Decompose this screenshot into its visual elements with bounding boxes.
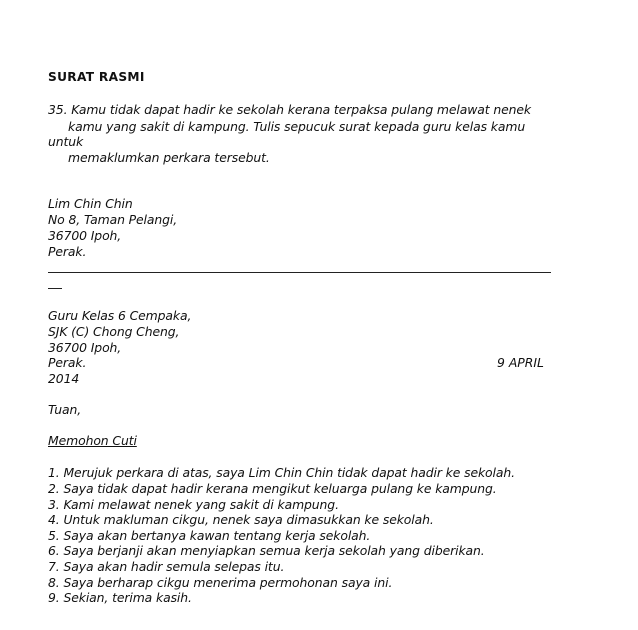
question-line-3: untuk: [48, 134, 84, 149]
list-item: 7. Saya akan hadir semula selepas itu.: [48, 559, 285, 574]
salutation: Tuan,: [48, 402, 82, 417]
divider-line-tail: [48, 288, 62, 289]
question-line-1: 35. Kamu tidak dapat hadir ke sekolah kerana terpaksa pulang melawat nenek: [48, 102, 532, 117]
list-item: 2. Saya tidak dapat hadir kerana mengikut keluarga pulang ke kampung.: [48, 481, 497, 496]
list-item: 9. Sekian, terima kasih.: [48, 590, 192, 605]
sender-address-2: 36700 Ipoh,: [48, 228, 122, 243]
sender-name: Lim Chin Chin: [48, 196, 133, 211]
list-item: 8. Saya berharap cikgu menerima permohonan saya ini.: [48, 575, 393, 590]
recipient-line-2: SJK (C) Chong Cheng,: [48, 324, 180, 339]
recipient-line-4: Perak.: [48, 355, 87, 370]
recipient-line-3: 36700 Ipoh,: [48, 340, 122, 355]
question-line-2: kamu yang sakit di kampung. Tulis sepucuk surat kepada guru kelas kamu: [68, 119, 526, 134]
list-item: 6. Saya berjanji akan menyiapkan semua kerja sekolah yang diberikan.: [48, 543, 485, 558]
list-item: 3. Kami melawat nenek yang sakit di kampung.: [48, 497, 339, 512]
letter-subject: Memohon Cuti: [48, 433, 137, 448]
letter-date: 9 APRIL: [497, 355, 544, 370]
document-title: SURAT RASMI: [48, 70, 145, 84]
list-item: 5. Saya akan bertanya kawan tentang kerja sekolah.: [48, 528, 371, 543]
divider-line: [48, 272, 551, 273]
question-line-4: memaklumkan perkara tersebut.: [68, 150, 270, 165]
sender-address-1: No 8, Taman Pelangi,: [48, 212, 178, 227]
recipient-line-1: Guru Kelas 6 Cempaka,: [48, 308, 192, 323]
list-item: 4. Untuk makluman cikgu, nenek saya dimasukkan ke sekolah.: [48, 512, 434, 527]
letter-date-year: 2014: [48, 371, 80, 386]
list-item: 1. Merujuk perkara di atas, saya Lim Chin Chin tidak dapat hadir ke sekolah.: [48, 465, 515, 480]
sender-address-3: Perak.: [48, 244, 87, 259]
